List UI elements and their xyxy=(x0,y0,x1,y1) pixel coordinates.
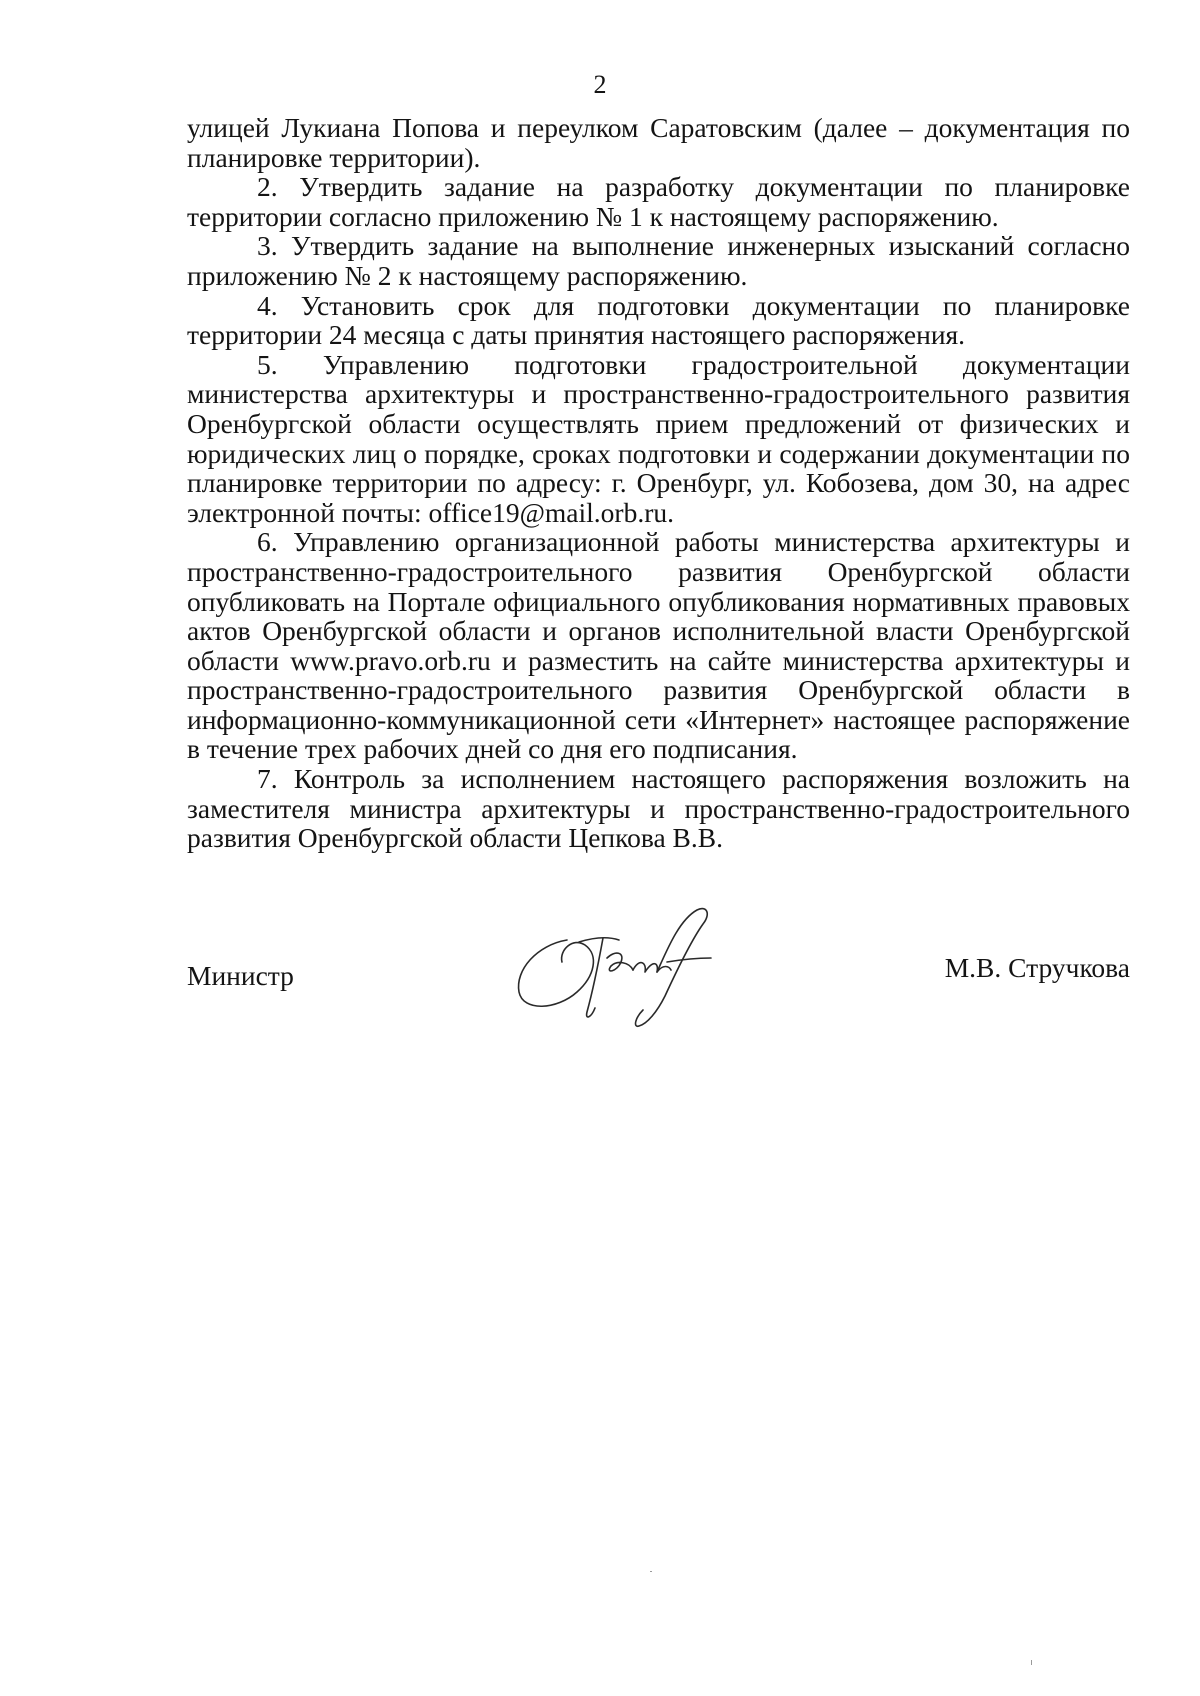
handwritten-signature xyxy=(507,900,727,1030)
document-body xyxy=(187,113,1130,853)
paragraph-item-5: 5. Управлению подготовки градостроительной документации министерства архитектуры и пространственно-градостроительного развития Оренбургской области осуществлять прием предложений от физических и юридических лиц о порядке, сроках подготовки и содержании документации по планировке территории по адресу: г. Оренбург, ул. Кобозева, дом 30, на адрес электронной почты: office19@mail.orb.ru. xyxy=(187,348,1130,528)
signature-block xyxy=(187,900,1130,1030)
scan-speck xyxy=(1031,1660,1032,1665)
paragraph-item-3: 3. Утвердить задание на выполнение инженерных изысканий согласно приложению № 2 к настоящему распоряжению. xyxy=(187,230,1130,291)
scan-speck xyxy=(650,1571,652,1572)
paragraph-item-2: 2. Утвердить задание на разработку документации по планировке территории согласно приложению № 1 к настоящему распоряжению. xyxy=(187,171,1130,232)
page-number: 2 xyxy=(593,70,607,99)
signer-title: Министр xyxy=(187,960,294,991)
signer-name: М.В. Стручкова xyxy=(944,952,1130,983)
paragraph-item-6: 6. Управлению организационной работы министерства архитектуры и пространственно-градостроительного развития Оренбургской области опубликовать на Портале официального опубликования нормативных правовых актов Оренбургской области и органов исполнительной власти Оренбургской области www.pravo.orb.ru и разместить на сайте министерства архитектуры и пространственно-градостроительного развития Оренбургской области в информационно-коммуникационной сети «Интернет» настоящее распоряжение в течение трех рабочих дней со дня его подписания. xyxy=(187,526,1130,765)
paragraph-item-4: 4. Установить срок для подготовки документации по планировке территории 24 месяца с даты принятия настоящего распоряжения. xyxy=(187,289,1130,351)
paragraph-item-7: 7. Контроль за исполнением настоящего распоряжения возложить на заместителя министра архитектуры и пространственно-градостроительного развития Оренбургской области Цепкова В.В. xyxy=(187,763,1130,854)
paragraph-continuation: улицей Лукиана Попова и переулком Саратовским (далее – документация по планировке территории). xyxy=(187,112,1130,173)
